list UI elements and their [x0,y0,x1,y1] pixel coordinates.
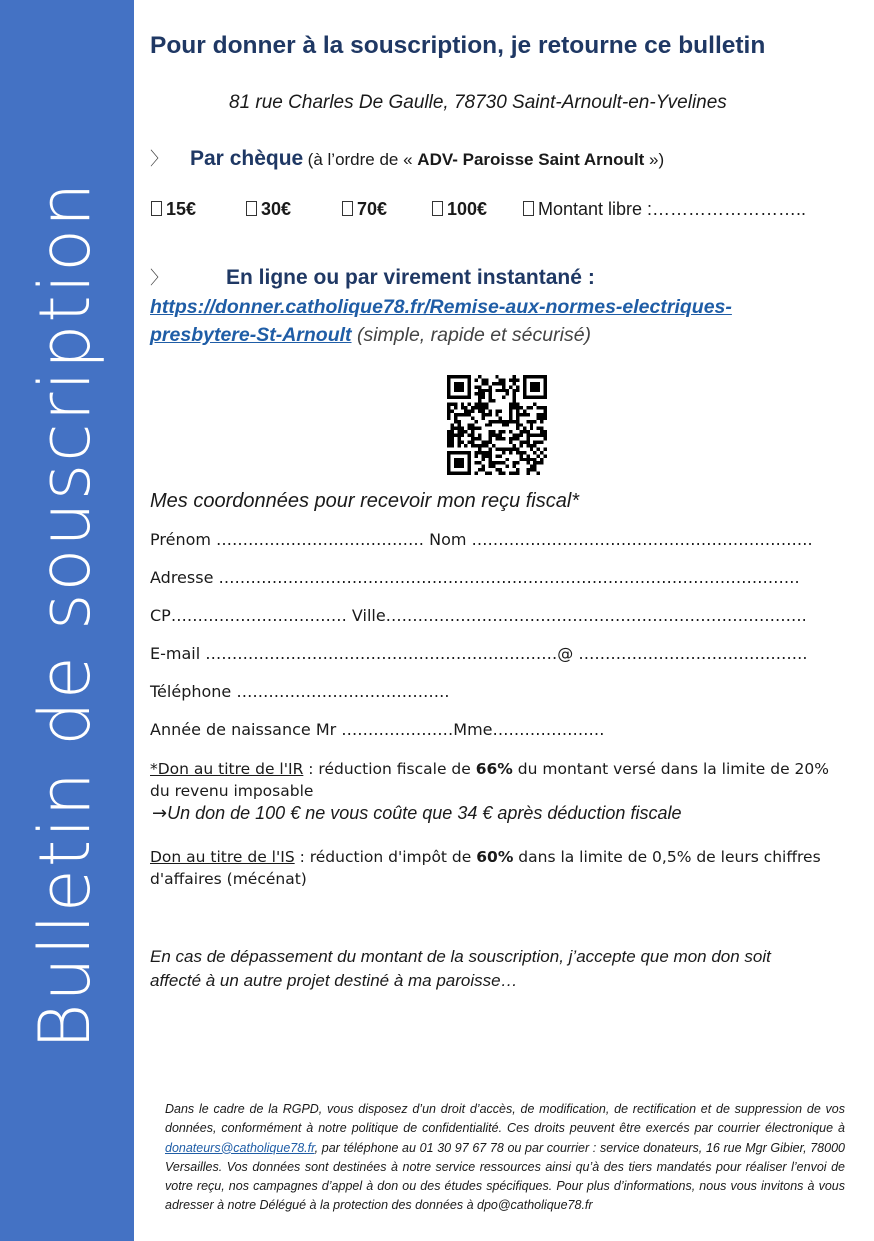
mailing-address: 81 rue Charles De Gaulle, 78730 Saint-Arnoult-en-Yvelines [229,92,727,113]
sidebar-title: Bulletin de souscription [24,180,106,1050]
online-label: En ligne ou par virement instantané [226,266,582,289]
checkbox-icon [342,201,353,216]
online-option [150,264,595,290]
postcode-city-field[interactable]: CP…………………………… Ville……………………………………………………………………. [150,606,807,625]
donation-url-link[interactable]: https://donner.catholique78.fr/Remise-aux-normes-electriques-presbytere-St-Arnoult [150,296,732,346]
tax-is-text-end: dans la limite de 0,5% de leurs chiffres d'affaires (mécénat) [150,848,821,888]
donation-link-block [150,293,790,349]
cheque-order-suffix: ») [644,150,665,169]
tax-ir-percent: 66% [475,760,513,778]
checkbox-icon [432,201,443,216]
amount-checkbox-70[interactable] [342,199,387,220]
tax-ir-text: : réduction fiscale de [303,760,476,778]
checkbox-icon [246,201,257,216]
excess-consent-text: En cas de dépassement du montant de la souscription, j’accepte que mon don soit affecté à un autre projet destiné à ma paroisse… [150,947,771,990]
email-field[interactable]: E-mail …………………………………………………………@ ……………………………………. [150,644,808,663]
cheque-option [150,145,664,171]
coordinates-title: Mes coordonnées pour recevoir mon reçu fiscal* [150,490,580,512]
online-colon: : [587,266,595,289]
amount-checkbox-30[interactable] [246,199,291,220]
free-amount-label: Montant libre :…………………….. [538,199,807,219]
tax-ir-label: *Don au titre de l'IR [150,760,304,778]
amount-label: 70€ [357,199,388,219]
tax-is-paragraph [150,846,840,890]
tax-example-text: Un don de 100 € ne vous coûte que 34 € après déduction fiscale [167,803,682,823]
tax-is-text: : réduction d'impôt de [294,848,477,866]
gdpr-text: Dans le cadre de la RGPD, vous disposez d’un droit d’accès, de modification, de rectification et de suppression de vos données, conformément à notre politique de confidentialité. Ces droits peuvent être exercés par courrier électronique à [165,1102,845,1136]
amount-checkbox-free[interactable] [523,199,806,220]
cheque-label: Par chèque [190,147,304,170]
amount-label: 30€ [261,199,292,219]
donation-url-note: (simple, rapide et sécurisé) [351,324,592,346]
gdpr-text-end: , par téléphone au 01 30 97 67 78 ou par courrier : service donateurs, 16 rue Mgr Gibier, 78000 Versailles. Vos données sont destinées à notre service ressources ainsi qu’à des tiers mandatés pour réaliser l’envoi de votre reçu, nos campagnes d’appel à don ou des études spécifiques. Pour plus d’informations, nous vous invitons à vous adresser à notre Délégué à la protection des données à dpo@catholique78.fr [165,1140,845,1213]
cheque-order-prefix: (à l’ordre de « [307,150,418,169]
tax-ir-text-end: du montant versé dans la limite de 20% du revenu imposable [150,760,829,800]
tax-ir-paragraph [150,758,840,802]
firstname-lastname-field[interactable]: Prénom ………………………………… Nom ………………………………………………………. [150,530,813,549]
amount-label: 100€ [447,199,488,219]
bullet-arrow-icon: 〉 [150,268,168,289]
tax-example [152,803,681,824]
gdpr-notice [165,1100,845,1216]
birth-year-field[interactable]: Année de naissance Mr …………………Mme………………… [150,720,605,739]
gdpr-email-link[interactable]: donateurs@catholique78.fr [165,1140,315,1155]
arrow-right-icon: → [152,803,168,824]
tax-is-percent: 60% [476,848,514,866]
amount-label: 15€ [166,199,197,219]
qr-code [447,375,547,475]
address-field[interactable]: Adresse ………………………………………………………………………………………………. [150,568,800,587]
cheque-order-name: ADV- Paroisse Saint Arnoult [417,150,645,169]
sidebar-band [0,0,134,1241]
phone-field[interactable]: Téléphone …………………………………. [150,682,450,701]
checkbox-icon [523,201,534,216]
checkbox-icon [151,201,162,216]
page-heading: Pour donner à la souscription, je retourne ce bulletin [150,32,766,59]
tax-is-label: Don au titre de l'IS [150,848,295,866]
bullet-arrow-icon: 〉 [150,149,168,170]
amount-checkbox-100[interactable] [432,199,487,220]
amount-checkbox-15[interactable] [151,199,196,220]
